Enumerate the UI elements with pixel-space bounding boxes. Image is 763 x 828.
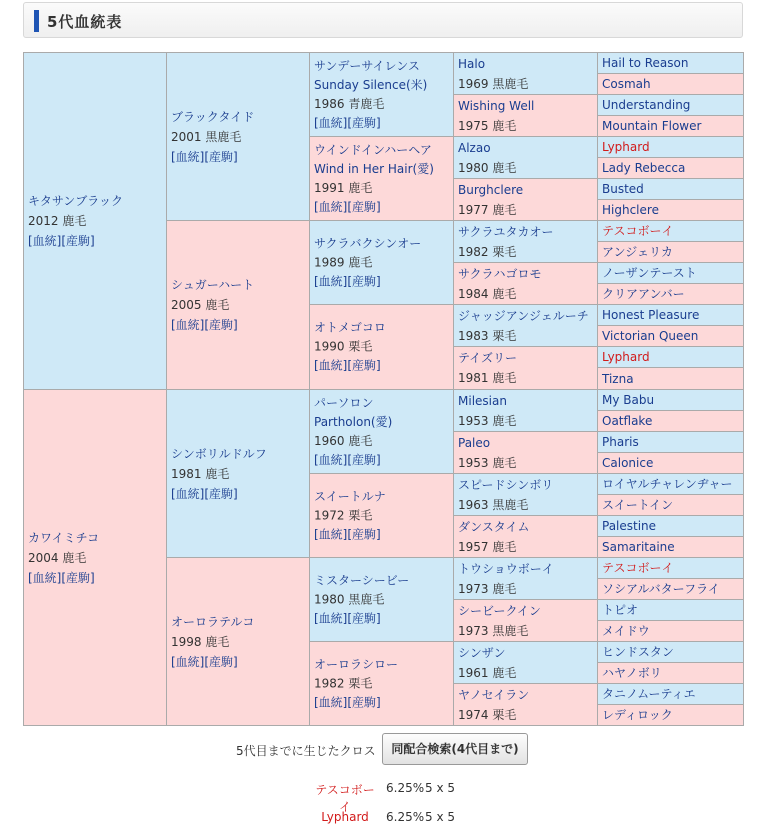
pedigree-progeny-links[interactable]: [血統][産駒] <box>314 199 381 214</box>
horse-name-link[interactable]: Wishing Well <box>458 98 535 113</box>
pedigree-cell-gen4 <box>453 262 598 305</box>
pedigree-cell-content <box>458 180 595 220</box>
horse-name-link[interactable]: Alzao <box>458 140 491 155</box>
pedigree-cell-content <box>171 612 307 672</box>
pedigree-cell-gen5 <box>597 431 744 453</box>
pedigree-cell-gen4 <box>453 52 598 95</box>
pedigree-cell-content <box>602 663 741 683</box>
pedigree-cell-gen3 <box>309 220 454 305</box>
pedigree-progeny-links[interactable]: [血統][産駒] <box>171 318 238 332</box>
pedigree-cell-gen5 <box>597 452 744 474</box>
pedigree-cell-content <box>171 275 307 335</box>
pedigree-cell-content <box>458 138 595 178</box>
pedigree-cell-gen2 <box>166 557 310 726</box>
horse-name-link[interactable]: トピオ <box>602 603 639 617</box>
horse-english-name-link[interactable]: Sunday Silence(米) <box>314 77 428 92</box>
pedigree-cell-content <box>602 537 741 557</box>
horse-name-link[interactable]: サンデーサイレンス <box>314 58 420 73</box>
horse-name-link[interactable]: Victorian Queen <box>602 329 699 343</box>
pedigree-cell-gen4 <box>453 220 598 263</box>
pedigree-progeny-links[interactable]: [血統][産駒] <box>171 654 238 669</box>
horse-birth-coat: 2012 鹿毛 <box>28 214 87 228</box>
pedigree-cell-content <box>602 116 741 136</box>
pedigree-cell-content <box>602 684 741 704</box>
pedigree-progeny-links[interactable]: [血統][産駒] <box>314 115 381 130</box>
horse-birth-coat: 2005 鹿毛 <box>171 298 230 312</box>
same-mating-search-button[interactable]: 同配合検索(4代目まで) <box>382 733 528 765</box>
horse-name-link[interactable]: ノーザンテースト <box>602 266 697 280</box>
horse-name-link[interactable]: スピードシンボリ <box>458 477 554 492</box>
horse-birth-coat: 1982 栗毛 <box>458 244 517 259</box>
pedigree-cell-content <box>602 516 741 536</box>
horse-birth-coat: 1953 鹿毛 <box>458 455 517 470</box>
horse-name-link[interactable]: Milesian <box>458 393 507 408</box>
pedigree-cell-gen3 <box>309 52 454 137</box>
pedigree-table <box>23 52 743 725</box>
horse-name-link[interactable]: Mountain Flower <box>602 119 702 133</box>
cross-item-name[interactable]: テスコボーイ <box>315 783 375 814</box>
pedigree-cell-content <box>171 107 307 167</box>
pedigree-cell-content <box>602 369 741 389</box>
pedigree-cell-gen3 <box>309 304 454 390</box>
horse-name-link[interactable]: タニノムーティエ <box>602 687 696 701</box>
pedigree-cell-gen5 <box>597 157 744 179</box>
pedigree-cell-content <box>602 158 741 178</box>
horse-name-link[interactable]: スイートルナ <box>314 489 386 503</box>
pedigree-cell-gen5 <box>597 73 744 95</box>
pedigree-cell-content <box>28 528 164 588</box>
horse-name-link[interactable]: Cosmah <box>602 77 651 91</box>
pedigree-progeny-links[interactable]: [血統][産駒] <box>314 452 381 467</box>
horse-birth-coat: 1991 鹿毛 <box>314 180 373 195</box>
pedigree-cell-content <box>458 433 595 473</box>
pedigree-cell-content <box>28 191 164 251</box>
pedigree-cell-gen3 <box>309 641 454 726</box>
pedigree-cell-gen5 <box>597 115 744 137</box>
pedigree-cell-gen4 <box>453 473 598 516</box>
horse-name-link[interactable]: サクラハゴロモ <box>458 266 542 281</box>
cross-item-percent: 6.25% <box>386 810 425 824</box>
pedigree-cell-content <box>602 179 741 199</box>
horse-birth-coat: 1980 黒鹿毛 <box>314 592 385 606</box>
pedigree-cell-content <box>602 305 741 325</box>
horse-name-link[interactable]: Halo <box>458 56 486 71</box>
pedigree-cell-gen4 <box>453 641 598 684</box>
horse-name-link[interactable]: Honest Pleasure <box>602 308 700 322</box>
pedigree-cell-gen5 <box>597 325 744 347</box>
pedigree-cell-content <box>458 601 595 641</box>
horse-name-link[interactable]: Oatflake <box>602 414 653 428</box>
horse-name-link[interactable]: ブラックタイド <box>171 109 255 124</box>
pedigree-cell-gen5 <box>597 410 744 432</box>
pedigree-cell-content <box>458 306 595 346</box>
pedigree-cell-gen3 <box>309 473 454 558</box>
horse-name-link[interactable]: Lyphard <box>602 350 650 364</box>
horse-name-link[interactable]: シンボリルドルフ <box>171 446 267 461</box>
horse-name-link[interactable]: ミスターシービー <box>314 573 410 587</box>
pedigree-progeny-links[interactable]: [血統][産駒] <box>28 234 95 248</box>
horse-name-link[interactable]: レディロック <box>602 708 673 722</box>
pedigree-cell-gen4 <box>453 136 598 179</box>
pedigree-cell-content <box>602 705 741 725</box>
horse-name-link[interactable]: テスコボーイ <box>602 224 674 238</box>
horse-name-link[interactable]: Tizna <box>602 371 634 386</box>
horse-name-link[interactable]: Burghclere <box>458 182 524 197</box>
pedigree-cell-content <box>458 54 595 94</box>
pedigree-cell-content <box>458 96 595 136</box>
horse-name-link[interactable]: カワイミチコ <box>28 530 100 545</box>
pedigree-progeny-links[interactable]: [血統][産駒] <box>171 149 238 164</box>
pedigree-cell-content <box>602 53 741 73</box>
horse-birth-coat: 1977 鹿毛 <box>458 202 517 217</box>
pedigree-cell-gen5 <box>597 346 744 368</box>
pedigree-cell-content <box>602 284 741 304</box>
horse-name-link[interactable]: ダンスタイム <box>458 519 530 534</box>
cross-item-pattern: 5 x 5 <box>425 781 455 795</box>
pedigree-cell-gen4 <box>453 389 598 432</box>
horse-name-link[interactable]: メイドウ <box>602 624 650 638</box>
horse-birth-coat: 1984 鹿毛 <box>458 286 517 301</box>
pedigree-cell-content <box>602 495 741 515</box>
pedigree-cell-gen4 <box>453 683 598 726</box>
pedigree-cell-gen5 <box>597 94 744 116</box>
horse-birth-coat: 1973 鹿毛 <box>458 581 517 596</box>
horse-birth-coat: 1986 青鹿毛 <box>314 96 385 111</box>
horse-birth-coat: 1980 鹿毛 <box>458 160 517 175</box>
pedigree-cell-content <box>458 643 595 683</box>
pedigree-cell-content <box>314 487 451 544</box>
pedigree-cell-gen5 <box>597 683 744 705</box>
pedigree-cell-content <box>602 326 741 346</box>
cross-label: 5代目までに生じたクロス <box>236 744 376 758</box>
pedigree-cell-gen5 <box>597 536 744 558</box>
pedigree-cell-gen4 <box>453 178 598 221</box>
pedigree-cell-content <box>458 517 595 557</box>
pedigree-cell-gen4 <box>453 346 598 390</box>
section-header-accent <box>34 10 39 32</box>
pedigree-cell-content <box>602 95 741 115</box>
horse-name-link[interactable]: サクラユタカオー <box>458 224 554 239</box>
pedigree-cell-gen5 <box>597 515 744 537</box>
pedigree-cell-gen5 <box>597 494 744 516</box>
pedigree-cell-content <box>458 348 595 388</box>
pedigree-cell-content <box>602 558 741 578</box>
cross-item-pattern: 5 x 5 <box>425 810 455 824</box>
pedigree-cell-gen4 <box>453 515 598 558</box>
pedigree-cell-content <box>458 685 595 725</box>
pedigree-cell-content <box>314 141 451 217</box>
pedigree-cell-gen5 <box>597 262 744 284</box>
pedigree-cell-content <box>602 390 741 410</box>
horse-name-link[interactable]: ハヤノボリ <box>602 666 662 680</box>
horse-name-link[interactable]: Understanding <box>602 98 691 112</box>
cross-item-name[interactable]: Lyphard <box>321 810 369 824</box>
pedigree-cell-content <box>602 474 741 494</box>
horse-birth-coat: 1974 栗毛 <box>458 707 517 722</box>
pedigree-cell-content <box>602 432 741 452</box>
pedigree-cell-gen2 <box>166 389 310 558</box>
horse-name-link[interactable]: シービークイン <box>458 603 541 618</box>
pedigree-cell-gen5 <box>597 557 744 579</box>
pedigree-cell-content <box>458 475 595 515</box>
pedigree-cell-gen5 <box>597 283 744 305</box>
pedigree-progeny-links[interactable]: [血統][産駒] <box>314 274 381 288</box>
pedigree-cell-gen5 <box>597 304 744 326</box>
horse-birth-coat: 1973 黒鹿毛 <box>458 623 529 638</box>
horse-name-link[interactable]: Samaritaine <box>602 540 675 554</box>
horse-name-link[interactable]: シンザン <box>458 645 506 660</box>
horse-name-link[interactable]: ジャッジアンジェルーチ <box>458 308 589 323</box>
pedigree-progeny-links[interactable]: [血統][産駒] <box>314 695 381 709</box>
horse-birth-coat: 1969 黒鹿毛 <box>458 76 529 91</box>
pedigree-cell-gen5 <box>597 178 744 200</box>
horse-name-link[interactable]: Calonice <box>602 456 654 470</box>
pedigree-cell-content <box>602 221 741 241</box>
horse-birth-coat: 1953 鹿毛 <box>458 413 517 428</box>
horse-birth-coat: 1998 鹿毛 <box>171 634 230 649</box>
pedigree-cell-gen5 <box>597 578 744 600</box>
horse-birth-coat: 1957 鹿毛 <box>458 539 517 554</box>
pedigree-cell-gen5 <box>597 389 744 411</box>
horse-english-name-link[interactable]: Wind in Her Hair(愛) <box>314 161 434 176</box>
pedigree-cell-gen5 <box>597 599 744 621</box>
horse-birth-coat: 1972 栗毛 <box>314 508 373 522</box>
horse-birth-coat: 1983 栗毛 <box>458 328 517 343</box>
pedigree-cell-content <box>602 642 741 662</box>
pedigree-cell-content <box>314 571 451 628</box>
pedigree-cell-gen5 <box>597 704 744 726</box>
pedigree-cell-content <box>458 222 595 262</box>
horse-name-link[interactable]: ウインドインハーヘア <box>314 142 432 157</box>
horse-name-link[interactable]: Pharis <box>602 435 639 449</box>
pedigree-cell-content <box>602 347 741 367</box>
pedigree-cell-content <box>602 74 741 94</box>
horse-birth-coat: 2004 鹿毛 <box>28 550 87 565</box>
pedigree-cell-gen5 <box>597 662 744 684</box>
pedigree-cell-gen4 <box>453 557 598 600</box>
pedigree-cell-content <box>602 600 741 620</box>
horse-name-link[interactable]: My Babu <box>602 393 655 407</box>
horse-birth-coat: 1960 鹿毛 <box>314 433 373 448</box>
pedigree-progeny-links[interactable]: [血統][産駒] <box>314 358 381 373</box>
horse-birth-coat: 1975 鹿毛 <box>458 118 517 133</box>
horse-birth-coat: 1982 栗毛 <box>314 676 373 690</box>
horse-english-name-link[interactable]: Partholon(愛) <box>314 414 393 429</box>
pedigree-progeny-links[interactable]: [血統][産駒] <box>314 611 381 625</box>
pedigree-cell-content <box>314 394 451 470</box>
pedigree-cell-content <box>602 263 741 283</box>
pedigree-cell-gen5 <box>597 220 744 242</box>
pedigree-cell-gen5 <box>597 620 744 642</box>
horse-birth-coat: 1963 黒鹿毛 <box>458 497 529 512</box>
pedigree-cell-gen5 <box>597 241 744 263</box>
horse-name-link[interactable]: パーソロン <box>314 395 374 410</box>
pedigree-cell-gen3 <box>309 389 454 474</box>
pedigree-cell-content <box>314 57 451 133</box>
pedigree-cell-content <box>602 411 741 431</box>
section-header <box>23 2 743 38</box>
horse-name-link[interactable]: オーロラシロー <box>314 657 399 671</box>
pedigree-cell-content <box>602 621 741 641</box>
pedigree-cell-gen1 <box>23 389 167 726</box>
horse-name-link[interactable]: キタサンブラック <box>28 194 124 208</box>
section-title: 5代血統表 <box>47 13 123 31</box>
pedigree-cell-gen5 <box>597 136 744 158</box>
horse-name-link[interactable]: ソシアルバターフライ <box>602 582 720 596</box>
horse-birth-coat: 1981 鹿毛 <box>171 466 230 481</box>
horse-name-link[interactable]: ヒンドスタン <box>602 645 674 659</box>
pedigree-cell-content <box>171 444 307 504</box>
horse-name-link[interactable]: シュガーハート <box>171 278 255 292</box>
horse-birth-coat: 1990 栗毛 <box>314 339 373 354</box>
pedigree-cell-gen3 <box>309 136 454 221</box>
horse-name-link[interactable]: Hail to Reason <box>602 56 689 70</box>
horse-name-link[interactable]: オトメゴコロ <box>314 320 386 335</box>
pedigree-cell-content <box>314 234 451 291</box>
pedigree-cell-content <box>458 264 595 304</box>
pedigree-cell-gen4 <box>453 304 598 347</box>
pedigree-cell-gen4 <box>453 94 598 137</box>
horse-name-link[interactable]: ロイヤルチャレンヂャー <box>602 477 733 491</box>
pedigree-cell-content <box>458 559 595 599</box>
pedigree-cell-content <box>602 453 741 473</box>
pedigree-cell-gen5 <box>597 473 744 495</box>
cross-item-percent: 6.25% <box>386 781 425 795</box>
pedigree-cell-content <box>314 319 451 376</box>
pedigree-cell-gen4 <box>453 431 598 474</box>
pedigree-cell-gen5 <box>597 199 744 221</box>
horse-birth-coat: 1981 鹿毛 <box>458 371 517 385</box>
horse-birth-coat: 1989 鹿毛 <box>314 255 373 269</box>
pedigree-cell-gen4 <box>453 599 598 642</box>
pedigree-cell-content <box>602 579 741 599</box>
horse-birth-coat: 1961 鹿毛 <box>458 665 517 680</box>
horse-name-link[interactable]: クリアアンバー <box>602 287 685 301</box>
pedigree-cell-gen2 <box>166 220 310 390</box>
horse-name-link[interactable]: ヤノセイラン <box>458 687 530 702</box>
horse-name-link[interactable]: アンジェリカ <box>602 245 673 259</box>
pedigree-cell-content <box>458 391 595 431</box>
horse-name-link[interactable]: テスコボーイ <box>602 561 674 575</box>
pedigree-cell-gen5 <box>597 367 744 390</box>
pedigree-cell-gen5 <box>597 641 744 663</box>
pedigree-progeny-links[interactable]: [血統][産駒] <box>171 486 238 501</box>
horse-name-link[interactable]: Palestine <box>602 519 657 533</box>
pedigree-cell-gen5 <box>597 52 744 74</box>
horse-name-link[interactable]: オーロラテルコ <box>171 614 255 629</box>
pedigree-cell-content <box>602 242 741 262</box>
horse-name-link[interactable]: スイートイン <box>602 498 674 512</box>
horse-name-link[interactable]: サクラバクシンオー <box>314 236 422 250</box>
pedigree-cell-content <box>602 137 741 157</box>
pedigree-cell-content <box>602 200 741 220</box>
pedigree-progeny-links[interactable]: [血統][産駒] <box>314 527 381 541</box>
pedigree-cell-content <box>314 655 451 712</box>
horse-name-link[interactable]: トウショウボーイ <box>458 561 554 576</box>
horse-name-link[interactable]: Lyphard <box>602 140 650 154</box>
pedigree-progeny-links[interactable]: [血統][産駒] <box>28 570 95 585</box>
horse-name-link[interactable]: Paleo <box>458 435 491 450</box>
horse-birth-coat: 2001 黒鹿毛 <box>171 129 242 144</box>
pedigree-cell-gen3 <box>309 557 454 642</box>
horse-name-link[interactable]: Lady Rebecca <box>602 161 686 175</box>
horse-name-link[interactable]: Highclere <box>602 203 659 217</box>
horse-name-link[interactable]: Busted <box>602 182 644 196</box>
pedigree-cell-gen1 <box>23 52 167 390</box>
horse-name-link[interactable]: テイズリー <box>458 351 518 365</box>
pedigree-cell-gen2 <box>166 52 310 221</box>
